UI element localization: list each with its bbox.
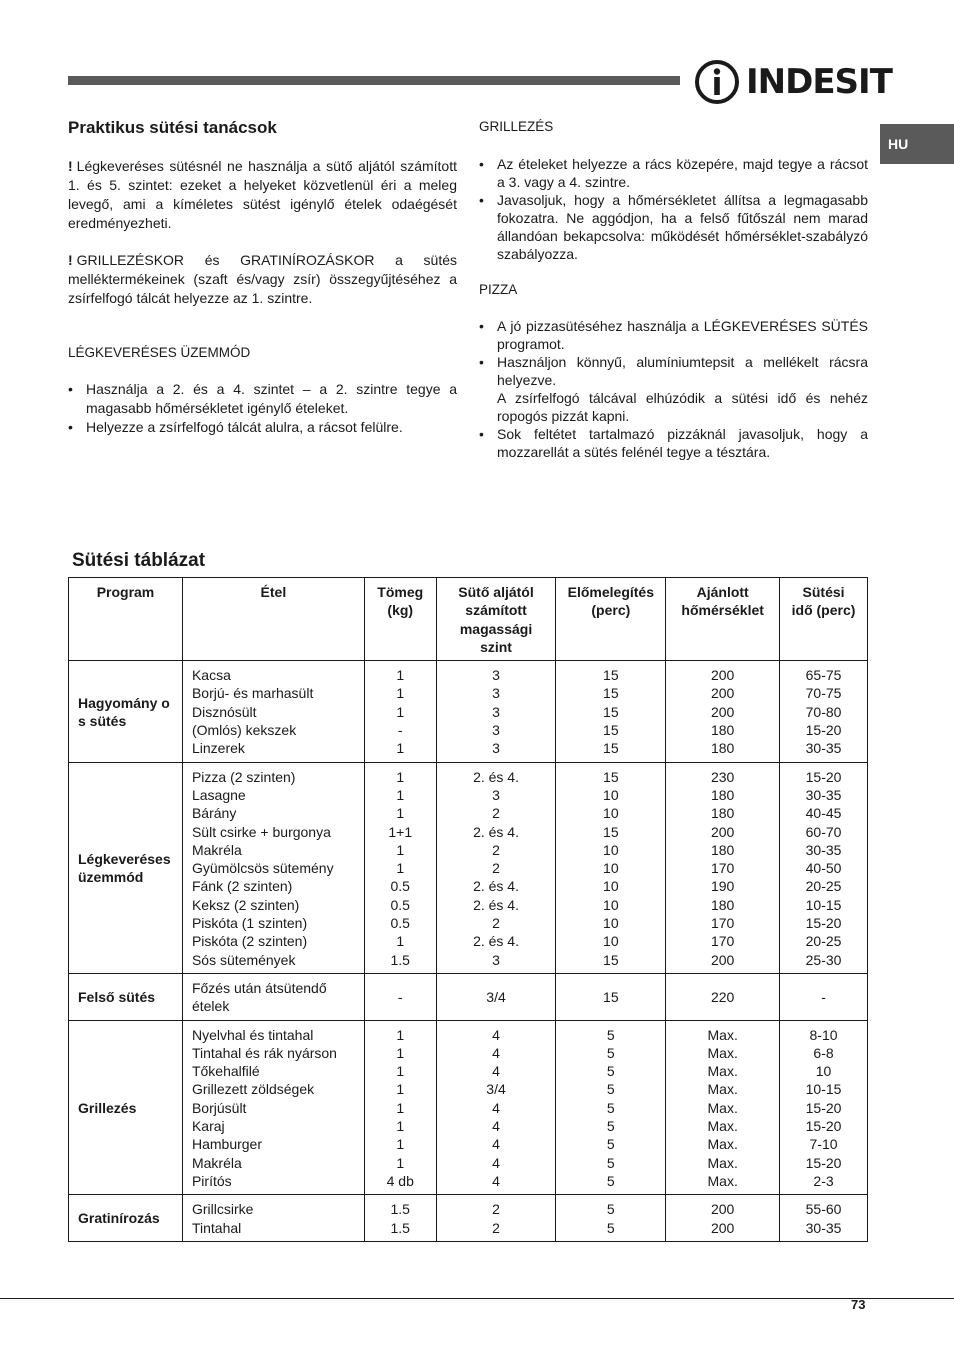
- header-bar: [68, 76, 680, 85]
- indesit-logo: [694, 58, 892, 106]
- tip-paragraph-1: ! Légkeveréses sütésnél ne használja a sütő aljától számított 1. és 5. szintet: ezeket a helyeket közvetlenül éri a meleg levegő, ami a kíméletes sütést igénylő ételek odaégését eredményezheti.: [68, 158, 457, 231]
- cooking-table: [68, 577, 868, 1242]
- preheat-cell: 15: [556, 973, 666, 1020]
- left-column: [68, 118, 457, 437]
- time-cell: 65-75 70-75 70-80 15-20 30-35: [780, 661, 868, 762]
- table-header-row: [69, 578, 868, 661]
- col-header-food: Étel: [182, 578, 364, 661]
- list-item: • Javasoljuk, hogy a hőmérsékletet állítsa a legmagasabb fokozatra. Ne aggódjon, ha a felső fűtőszál nem marad állandóan bekapcsolva: működését hőmérséklet-szabályzó szabályozza.: [479, 192, 868, 262]
- language-tab: HU: [880, 124, 954, 164]
- col-header-preheat: Előmelegítés (perc): [556, 578, 666, 661]
- temperature-cell: 230 180 180 200 180 170 190 180 170 170 200: [666, 762, 780, 973]
- table-row: [69, 1020, 868, 1195]
- time-cell: 55-60 30-35: [780, 1195, 868, 1242]
- table-title: Sütési táblázat: [72, 550, 206, 571]
- time-cell: -: [780, 973, 868, 1020]
- table-row: [69, 661, 868, 762]
- level-cell: 3 3 3 3 3: [436, 661, 556, 762]
- convection-subheading: LÉGKEVERÉSES ÜZEMMÓD: [68, 345, 251, 360]
- weight-cell: -: [364, 973, 436, 1020]
- food-cell: Kacsa Borjú- és marhasült Disznósült (Omlós) kekszek Linzerek: [182, 661, 364, 762]
- food-cell: Főzés után átsütendő ételek: [182, 973, 364, 1020]
- temperature-cell: 220: [666, 973, 780, 1020]
- program-cell: Hagyomány o s sütés: [69, 661, 183, 762]
- list-item: • Sok feltétet tartalmazó pizzáknál javasoljuk, hogy a mozzarellát a sütés felénél tegye a tésztára.: [479, 426, 868, 460]
- grill-subheading: GRILLEZÉS: [479, 119, 554, 134]
- col-header-program: Program: [69, 578, 183, 661]
- level-cell: 2 2: [436, 1195, 556, 1242]
- time-cell: 15-20 30-35 40-45 60-70 30-35 40-50 20-25 10-15 15-20 20-25 25-30: [780, 762, 868, 973]
- level-cell: 3/4: [436, 973, 556, 1020]
- level-cell: 2. és 4. 3 2 2. és 4. 2 2 2. és 4. 2. és 4. 2 2. és 4. 3: [436, 762, 556, 973]
- col-header-time: Sütési idő (perc): [780, 578, 868, 661]
- weight-cell: 1 1 1 1+1 1 1 0.5 0.5 0.5 1 1.5: [364, 762, 436, 973]
- weight-cell: 1 1 1 - 1: [364, 661, 436, 762]
- section-heading: Praktikus sütési tanácsok: [68, 118, 277, 137]
- weight-cell: 1 1 1 1 1 1 1 1 4 db: [364, 1020, 436, 1195]
- list-item: • Helyezze a zsírfelfogó tálcát alulra, a rácsot felülre.: [68, 419, 403, 435]
- list-item: • A jó pizzasütéséhez használja a LÉGKEVERÉSES SÜTÉS programot.: [479, 318, 868, 352]
- table-row: [69, 973, 868, 1020]
- temperature-cell: 200 200: [666, 1195, 780, 1242]
- grill-list: [479, 155, 868, 263]
- preheat-cell: 5 5: [556, 1195, 666, 1242]
- page-number: 73: [851, 1297, 866, 1312]
- preheat-cell: 15 15 15 15 15: [556, 661, 666, 762]
- preheat-cell: 15 10 10 15 10 10 10 10 10 10 15: [556, 762, 666, 973]
- temperature-cell: 200 200 200 180 180: [666, 661, 780, 762]
- table-row: [69, 1195, 868, 1242]
- right-column: [479, 118, 868, 461]
- preheat-cell: 5 5 5 5 5 5 5 5 5: [556, 1020, 666, 1195]
- table-row: [69, 762, 868, 973]
- logo-i-emblem-icon: [694, 59, 740, 105]
- pizza-list: [479, 317, 868, 461]
- col-header-temperature: Ajánlott hőmérséklet: [666, 578, 780, 661]
- program-cell: Gratinírozás: [69, 1195, 183, 1242]
- list-item: • Az ételeket helyezze a rács közepére, majd tegye a rácsot a 3. vagy a 4. szintre.: [479, 156, 868, 190]
- food-cell: Nyelvhal és tintahal Tintahal és rák nyárson Tőkehalfilé Grillezett zöldségek Borjúsült Karaj Hamburger Makréla Pirítós: [182, 1020, 364, 1195]
- temperature-cell: Max. Max. Max. Max. Max. Max. Max. Max. Max.: [666, 1020, 780, 1195]
- pizza-subheading: PIZZA: [479, 282, 518, 297]
- program-cell: Légkeveréses üzemmód: [69, 762, 183, 973]
- tip-paragraph-2: ! GRILLEZÉSKOR és GRATINÍROZÁSKOR a sütés melléktermékeinek (szaft és/vagy zsír) összegyűjtéséhez a zsírfelfogó tálcát helyezze az 1. szintre.: [68, 252, 457, 306]
- time-cell: 8-10 6-8 10 10-15 15-20 15-20 7-10 15-20 2-3: [780, 1020, 868, 1195]
- food-cell: Grillcsirke Tintahal: [182, 1195, 364, 1242]
- col-header-weight: Tömeg (kg): [364, 578, 436, 661]
- list-item: • Használja a 2. és a 4. szintet – a 2. szintre tegye a magasabb hőmérsékletet igénylő ételeket.: [68, 381, 457, 416]
- level-cell: 4 4 4 3/4 4 4 4 4 4: [436, 1020, 556, 1195]
- convection-list: [68, 380, 457, 437]
- food-cell: Pizza (2 szinten) Lasagne Bárány Sült csirke + burgonya Makréla Gyümölcsös sütemény Fánk (2 szinten) Keksz (2 szinten) Piskóta (1 szinten) Piskóta (2 szinten) Sós sütemények: [182, 762, 364, 973]
- list-item: • Használjon könnyű, alumíniumtepsit a mellékelt rácsra helyezve. A zsírfelfogó tálcával elhúzódik a sütési idő és nehéz ropogós pizzát kapni.: [479, 354, 868, 424]
- footer-rule: [0, 1298, 954, 1299]
- brand-name: INDESIT: [746, 62, 892, 102]
- program-cell: Felső sütés: [69, 973, 183, 1020]
- weight-cell: 1.5 1.5: [364, 1195, 436, 1242]
- program-cell: Grillezés: [69, 1020, 183, 1195]
- col-header-level: Sütő aljától számított magassági szint: [436, 578, 556, 661]
